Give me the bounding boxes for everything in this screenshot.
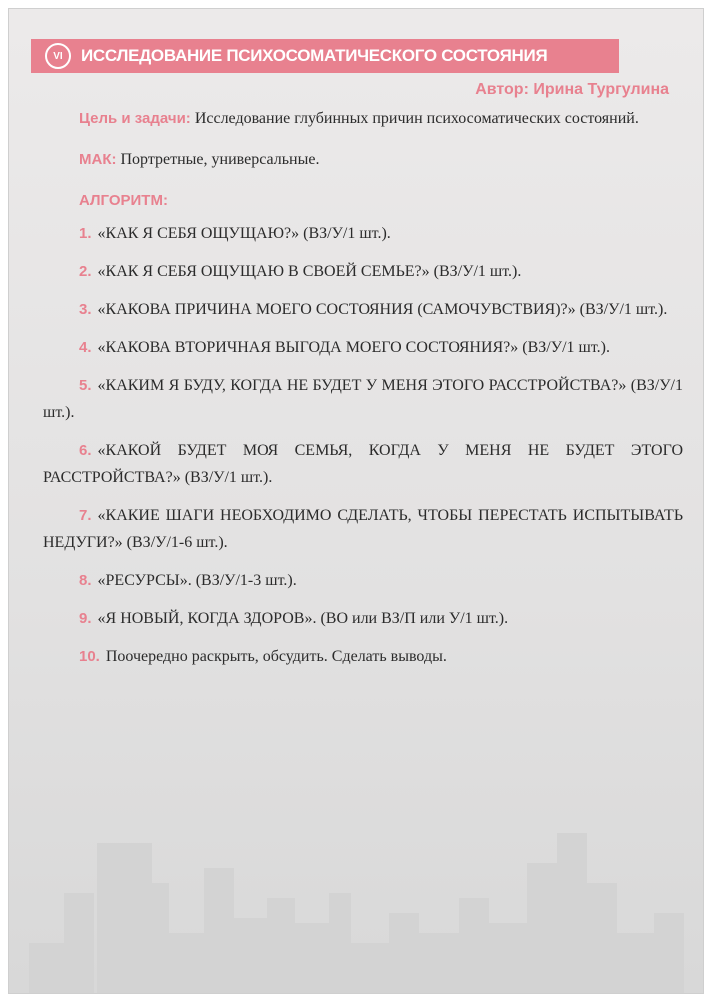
step-number: 10.	[79, 648, 100, 665]
algorithm-heading	[43, 187, 683, 214]
mak-text: Портретные, универсальные.	[120, 151, 320, 168]
step-number: 5.	[79, 377, 92, 394]
step-text: «Я НОВЫЙ, КОГДА ЗДОРОВ». (ВО или ВЗ/П или У/1 шт.).	[97, 610, 509, 627]
city-skyline-decoration	[9, 823, 703, 993]
goal-text: Исследование глубинных причин психосоматических состояний.	[194, 110, 639, 127]
step-number: 4.	[79, 339, 92, 356]
algorithm-label: АЛГОРИТМ:	[79, 192, 168, 209]
card-body	[43, 105, 683, 681]
step-text: «КАКОВА ПРИЧИНА МОЕГО СОСТОЯНИЯ (САМОЧУВСТВИЯ)?» (ВЗ/У/1 шт.).	[97, 301, 668, 318]
step-item	[43, 220, 683, 247]
author-line: Автор: Ирина Тургулина	[475, 81, 669, 98]
header-banner	[31, 39, 619, 73]
mak-paragraph	[43, 146, 683, 173]
step-number: 3.	[79, 301, 92, 318]
step-item	[43, 567, 683, 594]
mak-label: МАК:	[79, 151, 117, 168]
step-item	[43, 502, 683, 556]
section-badge-icon: VI	[45, 43, 71, 69]
step-text: «РЕСУРСЫ». (ВЗ/У/1-3 шт.).	[97, 572, 297, 589]
step-number: 6.	[79, 442, 92, 459]
step-text: «КАКИЕ ШАГИ НЕОБХОДИМО СДЕЛАТЬ, ЧТОБЫ ПЕРЕСТАТЬ ИСПЫТЫВАТЬ НЕДУГИ?» (ВЗ/У/1-6 шт.).	[43, 507, 683, 551]
step-text: Поочередно раскрыть, обсудить. Сделать выводы.	[105, 648, 447, 665]
step-text: «КАК Я СЕБЯ ОЩУЩАЮ?» (ВЗ/У/1 шт.).	[97, 225, 391, 242]
step-text: «КАК Я СЕБЯ ОЩУЩАЮ В СВОЕЙ СЕМЬЕ?» (ВЗ/У/1 шт.).	[97, 263, 522, 280]
card-title: ИССЛЕДОВАНИЕ ПСИХОСОМАТИЧЕСКОГО СОСТОЯНИЯ	[81, 46, 548, 65]
step-number: 1.	[79, 225, 92, 242]
step-item	[43, 437, 683, 491]
step-number: 8.	[79, 572, 92, 589]
step-text: «КАКОЙ БУДЕТ МОЯ СЕМЬЯ, КОГДА У МЕНЯ НЕ БУДЕТ ЭТОГО РАССТРОЙСТВА?» (ВЗ/У/1 шт.).	[43, 442, 683, 486]
step-number: 7.	[79, 507, 92, 524]
step-item	[43, 605, 683, 632]
step-number: 9.	[79, 610, 92, 627]
step-item	[43, 372, 683, 426]
steps-list	[43, 220, 683, 670]
step-item	[43, 643, 683, 670]
goal-paragraph	[43, 105, 683, 132]
step-number: 2.	[79, 263, 92, 280]
step-item	[43, 296, 683, 323]
step-text: «КАКИМ Я БУДУ, КОГДА НЕ БУДЕТ У МЕНЯ ЭТОГО РАССТРОЙСТВА?» (ВЗ/У/1 шт.).	[43, 377, 683, 421]
goal-label: Цель и задачи:	[79, 110, 191, 127]
step-text: «КАКОВА ВТОРИЧНАЯ ВЫГОДА МОЕГО СОСТОЯНИЯ?» (ВЗ/У/1 шт.).	[97, 339, 610, 356]
step-item	[43, 258, 683, 285]
card	[8, 8, 704, 994]
step-item	[43, 334, 683, 361]
